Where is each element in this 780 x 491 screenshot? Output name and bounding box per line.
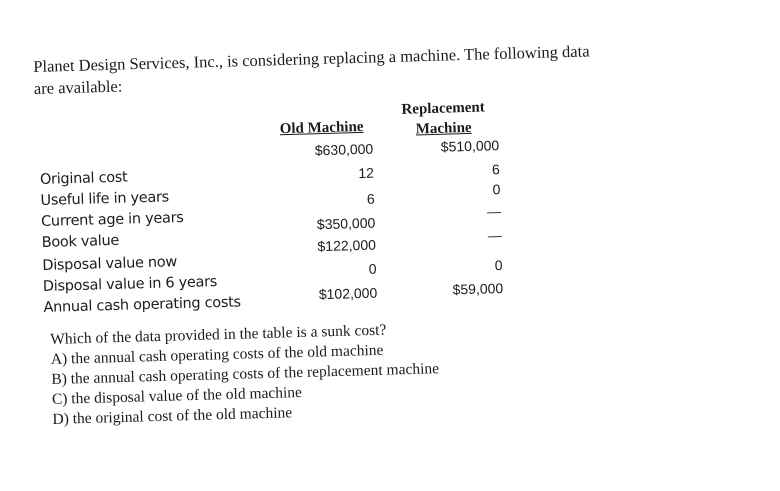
old-disposal-now: $122,000 [317,236,377,255]
old-original-cost: $630,000 [314,140,374,159]
new-disposal-now: — [487,227,502,244]
row-label-book-value: Book value [41,232,120,251]
question-stem: Which of the data provided in the table is a sunk cost? [50,321,387,348]
row-label-disposal-now: Disposal value now [42,254,178,274]
old-disposal-6-years: 0 [368,260,377,277]
header-replacement-machine: Replacement Machine [401,99,485,138]
intro-line-2: are available: [33,76,123,98]
question-block [50,315,573,429]
new-disposal-6-years: 0 [494,257,503,274]
option-a: A) the annual cash operating costs of the old machine [50,341,384,368]
old-book-value: $350,000 [316,214,376,233]
intro-paragraph [33,36,734,100]
old-annual-costs: $102,000 [318,284,378,303]
old-current-age: 6 [366,190,375,207]
old-useful-life: 12 [358,164,375,182]
row-label-disposal-6-years: Disposal value in 6 years [42,274,218,295]
row-label-current-age: Current age in years [40,209,184,230]
row-label-useful-life: Useful life in years [40,189,170,209]
option-c: C) the disposal value of the old machine [51,383,303,408]
new-current-age: 0 [492,181,501,198]
new-useful-life: 6 [491,161,501,178]
row-label-annual-costs: Annual cash operating costs [43,294,242,316]
option-b: B) the annual cash operating costs of the replacement machine [51,360,440,388]
machine-data-table [38,97,524,330]
option-d: D) the original cost of the old machine [52,404,293,428]
intro-line-1: Planet Design Services, Inc., is considering replacing a machine. The following data [33,41,590,76]
new-original-cost: $510,000 [440,137,500,155]
new-annual-costs: $59,000 [452,280,504,298]
row-label-original-cost: Original cost [39,169,128,188]
header-old-machine: Old Machine [279,118,364,138]
new-book-value: — [486,203,502,220]
